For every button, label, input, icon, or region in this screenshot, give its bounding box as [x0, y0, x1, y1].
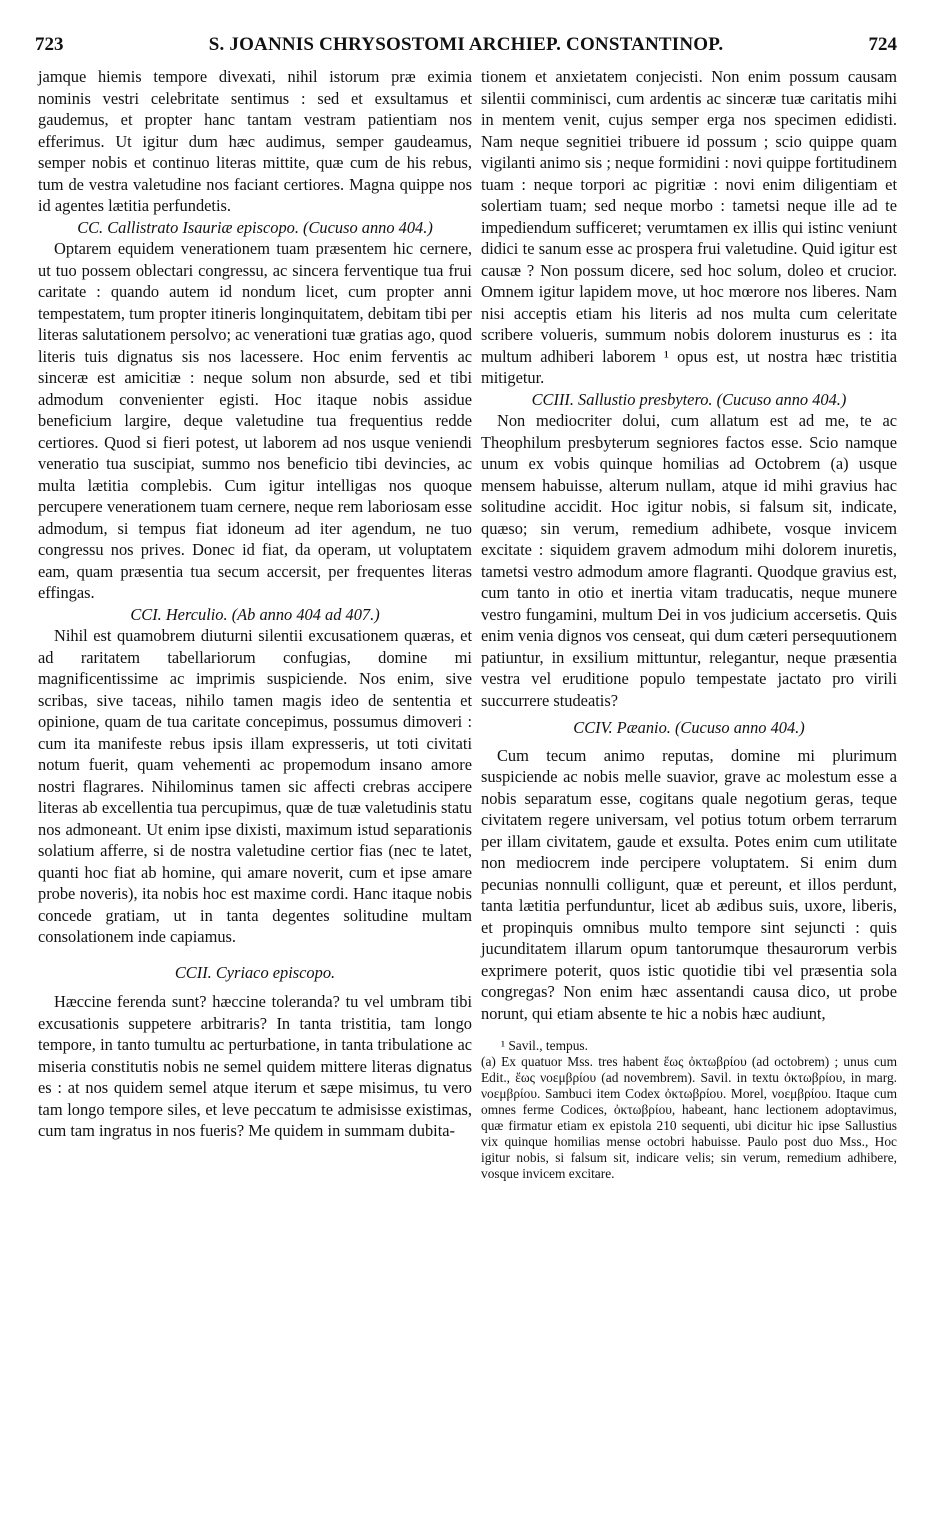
letter-heading-cc: CC. Callistrato Isauriæ episcopo. (Cucuso anno 404.)	[77, 217, 433, 237]
letter-body-ccii: Hæccine ferenda sunt? hæccine toleranda? tu vel umbram tibi excusationis suppetere arbitraris? In tanta tristitia, tam longo tempore, in tanto tumultu ac perturbatione, in tanta tribulatione ac miseria constitutis nobis ne semel quidem mittere literas dignatus es : at nos quidem semel atque iterum et sæpe misimus, tu vero tam longo tempore siles, et leve peccatum te admisisse existimas, cum tam ingratus in nos fueris? Me quidem in summam dubita-	[38, 992, 472, 1140]
running-title: S. JOANNIS CHRYSOSTOMI ARCHIEP. CONSTANTINOP.	[208, 34, 724, 55]
letter-heading-cci: CCI. Herculio. (Ab anno 404 ad 407.)	[130, 604, 380, 624]
letter-heading-ccii: CCII. Cyriaco episcopo.	[174, 962, 336, 982]
letter-body-cciv: Cum tecum animo reputas, domine mi plurimum suspiciende ac nobis melle suavior, grave ac molestum esse a nobis separatum esse, cogitans quale negotium geras, teque civitatem regere universam, vel potius totum orbem terrarum per illam civitatem, gaude et exsulta. Potes enim cum utilitate non mediocrem inde percipere voluptatem. Si enim dum pecunias nonnulli colligunt, quæ et pereunt, et illos perdunt, tanta lætitia perfunduntur, licet ab ædibus suis, uxore, liberis, et propinquis omnibus multo tempore sint sejuncti : quis jucunditatem illarum opum tantorumque thesaurorum verbis exprimere poterit, quos istic quotidie tibi vel præsentia sola congregas? Non enim hæc assentandi causa dico, ut probe norunt, qui etiam absente te hic a nobis hæc audiunt,	[481, 745, 897, 1023]
letter-heading-cciii: CCIII. Sallustio presbytero. (Cucuso anno 404.)	[531, 389, 847, 409]
paragraph-continuation: jamque hiemis tempore divexati, nihil istorum præ eximia nominis vestri celebritate sentimus : sed et exsultamus et gaudemus, et propter hanc tantam vestram patientiam nos efferimus. Ut igitur dum hæc audimus, semper gaudeamus, semper nobis et continuo literas mittite, quæ cum de his rebus, tum de vestra valetudine nos faciant certiores. Magna quippe nos id agentes lætitia perfundetis.	[38, 67, 472, 215]
paragraph-continuation-right: tionem et anxietatem conjecisti. Non enim possum causam silentii comminisci, cum ardentis ac sinceræ tuæ caritatis mihi in mentem venit, cujus semper erga nos specimen edidisti. Nam neque segnitiei tribuere id possum ; scio quippe quam vigilanti animo sis ; neque formidini : novi quippe fortitudinem tuam : neque torpori ac pigritiæ : novi enim diligentiam et solertiam tuam; sed neque morbo : tametsi neque ille ad te impediendum sufficeret; verumtamen ex illis qui istinc veniunt didici te sanum esse ac prospera frui valetudine. Quid igitur est causæ ? Non possum dicere, sed hoc solum, doleo et crucior. Omnem igitur lapidem move, ut hoc mœrore nos liberes. Nam nisi acceptis etiam his literis ad nos multa cum celeritate scribere volueris, summum nobis dolorem inusturus es : ita multum adhiberi laborem ¹ opus est, ut nostra hæc tristitia mitigetur.	[481, 67, 897, 387]
letter-body-cci: Nihil est quamobrem diuturni silentii excusationem quæras, et ad raritatem tabellariorum confugias, domine mi magnificentissime ac imprimis suspiciende. Nos enim, sive scribas, sive taceas, nihilo tamen magis ideo de sententia et opinione, quam de tua caritate concepimus, possumus dimoveri : cum ita manifeste rebus ipsis illam expresseris, ut toti civitati notum fuerit, quam vehementi ac propemodum insano amore nostri flagrares. Nihilominus tamen sic affecti crebras accipere literas ab excellentia tua percupimus, quæ de tuæ valetudinis statu nos admoneant. Ut enim ipse dixisti, maximum istud separationis solatium afferre, si de nostra valetudine certior fias (nec te latet, quanti hoc fiat ab homine, qui amare noverit, cum et ipse amare probe noveris), ita nobis hoc est maxime cordi. Hanc itaque nobis concede gratiam, ut in tanta degentes solitudine multam consolationem inde capiamus.	[38, 626, 472, 946]
letter-heading-cciv: CCIV. Pæanio. (Cucuso anno 404.)	[573, 718, 805, 737]
right-column	[481, 66, 897, 1182]
running-header	[35, 34, 897, 60]
left-column	[38, 66, 472, 1142]
page-number-left: 723	[35, 34, 64, 55]
footnote-1: ¹ Savil., tempus.	[501, 1038, 588, 1053]
footnote-a: (a) Ex quatuor Mss. tres habent ἕως ὀκτωβρίου (ad octobrem) ; unus cum Edit., ἕως νοεμβρίου (ad novembrem). Savil. in textu ὀκτωβρίου, in marg. νοεμβρίου. Sambuci item Codex ὀκτωβρίου. Morel, νοεμβρίου. Itaque cum omnes ferme Codices, ὀκτωβρίου, habeant, hanc lectionem adoptavimus, quæ firmatur etiam ex epistola 210 sequenti, ubi dicitur hic ipse Sallustius vix quinque homilias mense octobri habuisse. Paulo post duo Mss., Hoc igitur nobis, si falsum sit, indicare velis; sin verum, remedium adhibere, vosque invicem excitare.	[481, 1054, 897, 1181]
page-number-right: 724	[868, 34, 897, 55]
footnotes	[481, 1038, 897, 1182]
letter-body-cciii: Non mediocriter dolui, cum allatum est ad me, te ac Theophilum presbyterum segniores factos esse. Scio namque unum ex vobis quinque homilias ad Octobrem (a) usque mensem habuisse, alterum nullam, atque id mihi gravius hac solitudine accidit. Hoc igitur nobis, si falsum sit, indicate, quæso; sin verum, remedium adhibete, vosque invicem excitate : siquidem gravem admodum mihi dolorem inuretis, tametsi vestro admodum amore flagranti. Quodque gravius est, cum tanto in otio et inertia vitam traducatis, neque munere vestro fungamini, multum Dei in vos judicium accersetis. Quis enim venia dignos vos censeat, qui dum cæteri persequutionem patiuntur, in exsilium mittuntur, relegantur, neque præsentia vestra vel eruditione populo tempestate jactato pro virili succurrere studeatis?	[481, 411, 897, 710]
letter-body-cc: Optarem equidem venerationem tuam præsentem hic cernere, ut tuo possem oblectari congressu, ac sincera ferventique tua frui caritate : quando autem id nondum licet, cum propter anni tempestatem, tum propter itineris longinquitatem, debitam tibi per literas salutationem persolvo; ac venerationi tuæ gratias ago, quod literis tuis dignatus sis nos lacessere. Hoc enim ferventis ac sinceræ est amicitiæ : neque solum non absurde, sed et tibi admodum convenienter egisti. Hoc itaque nobis assidue beneficium largire, deque valetudine tua frequentius redde certiores. Quod si fieri potest, ut laborem ad nos usque veniendi veneratio tua suscipiat, summo nos beneficio tibi devincies, ac multa lætitia complebis. Cum igitur intelligas nos quoque percupere venerationem tuam cernere, neque rem laboriosam esse admodum, si tempus fiat idoneum ad iter agendum, ne tuo congressu nos prives. Donec id fiat, da operam, ut voluptatem eam, quam præsentia tua secum accersit, per frequentes literas effingas.	[38, 239, 472, 602]
